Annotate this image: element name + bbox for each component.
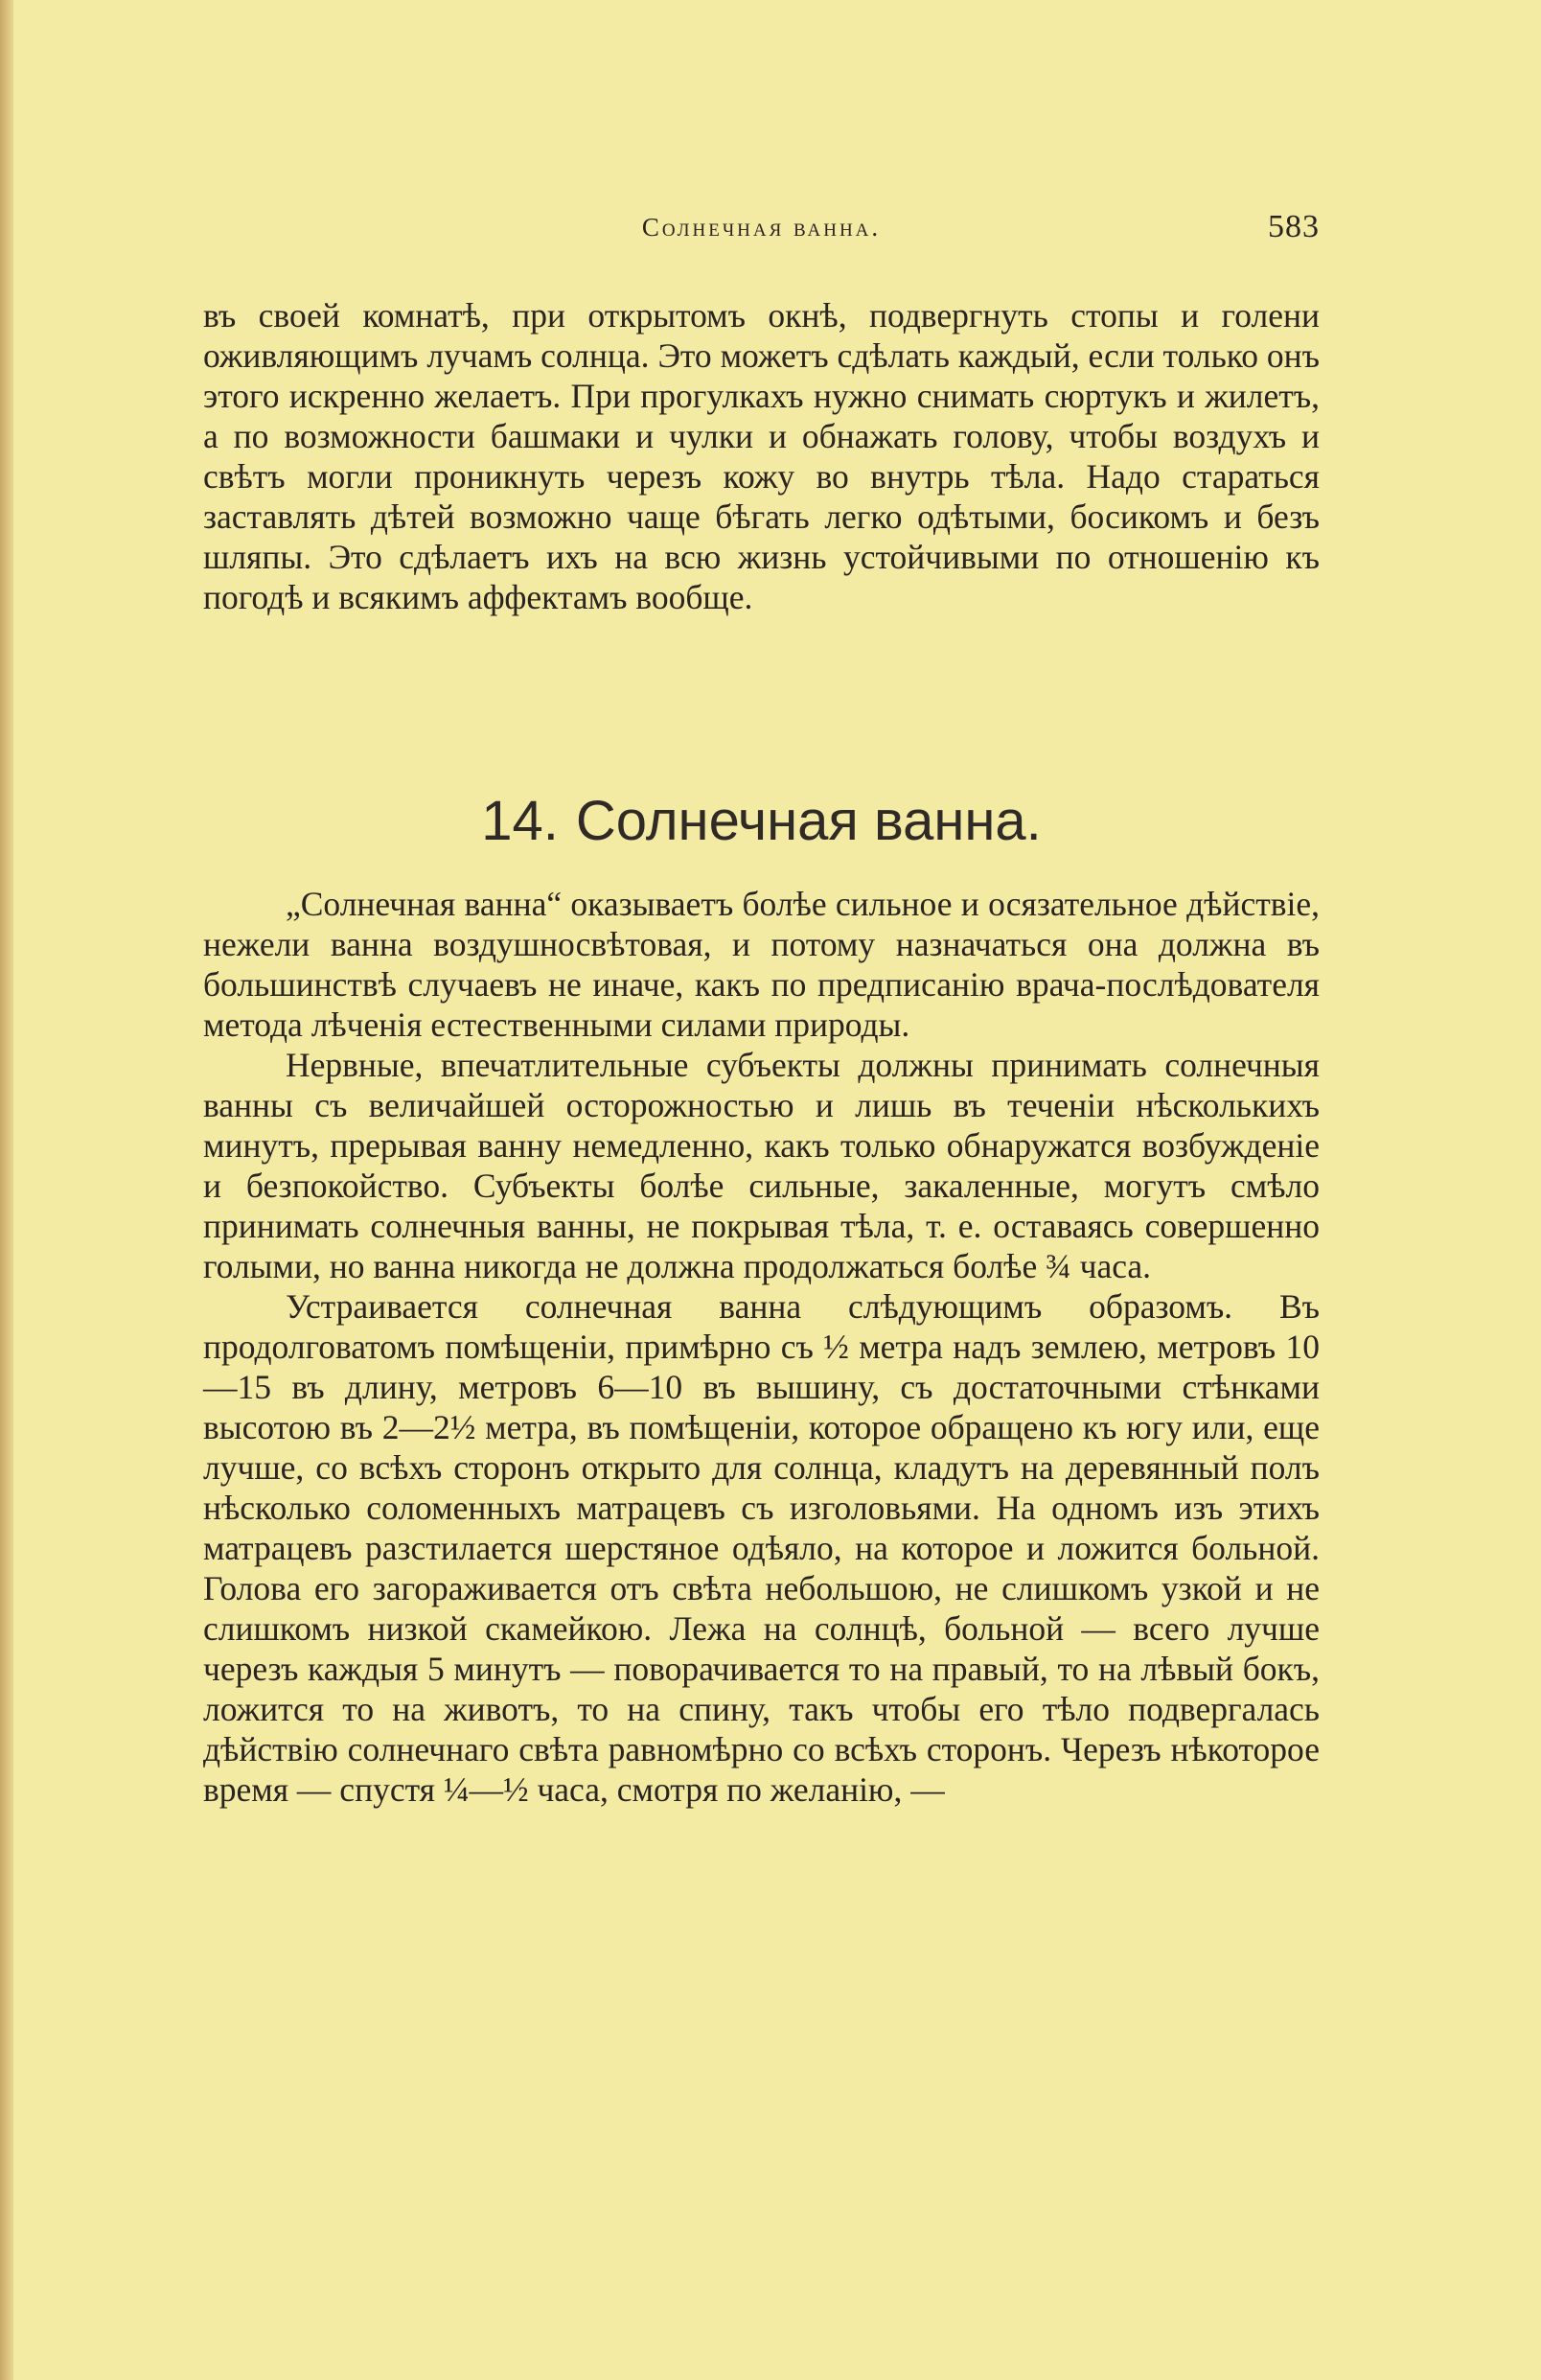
section-heading xyxy=(203,788,1320,855)
body-text-block xyxy=(203,884,1320,1810)
section-number: 14. xyxy=(481,790,559,852)
page-edge xyxy=(0,0,13,2380)
page-number: 583 xyxy=(1268,209,1320,244)
running-head xyxy=(203,209,1320,251)
continued-text-block xyxy=(203,295,1320,617)
paragraph: Нервные, впечатлительные субъекты должны принимать солнечныя ванны съ величайшей осторожностью и лишь въ теченіи нѣсколькихъ минутъ, прерывая ванну немедленно, какъ только обнаружатся возбужденіе и безпокойство. Субъекты болѣе сильные, закаленные, могутъ смѣло принимать солнечныя ванны, не покрывая тѣла, т. е. оставаясь совершенно голыми, но ванна никогда не должна продолжаться болѣе ¾ часа. xyxy=(203,1046,1320,1285)
section-title: Солнечная ванна. xyxy=(575,790,1042,852)
paragraph: „Солнечная ванна“ оказываетъ болѣе сильное и осязательное дѣйствіе, нежели ванна воздушносвѣтовая, и потому назначаться она должна въ большинствѣ случаевъ не иначе, какъ по предписанію врача-послѣдователя метода лѣченія естественными силами природы. xyxy=(203,885,1320,1044)
paragraph: Устраивается солнечная ванна слѣдующимъ образомъ. Въ продолговатомъ помѣщеніи, примѣрно съ ½ метра надъ землею, метровъ 10—15 въ длину, метровъ 6—10 въ вышину, съ достаточными стѣнками высотою въ 2—2½ метра, въ помѣщеніи, которое обращено къ югу или, еще лучше, со всѣхъ сторонъ открыто для солнца, кладутъ на деревянный полъ нѣсколько соломенныхъ матрацевъ съ изголовьями. На одномъ изъ этихъ матрацевъ разстилается шерстяное одѣяло, на которое и ложится больной. Голова его загораживается отъ свѣта небольшою, не слишкомъ узкой и не слишкомъ низкой скамейкою. Лежа на солнцѣ, больной — всего лучше черезъ каждыя 5 минутъ — поворачивается то на правый, то на лѣвый бокъ, ложится то на животъ, то на спину, такъ чтобы его тѣло подвергалась дѣйствію солнечнаго свѣта равномѣрно со всѣхъ сторонъ. Черезъ нѣкоторое время — спустя ¼—½ часа, смотря по желанію, — xyxy=(203,1287,1320,1809)
continued-paragraph: въ своей комнатѣ, при открытомъ окнѣ, подвергнуть стопы и голени оживляющимъ лучамъ солнца. Это можетъ сдѣлать каждый, если только онъ этого искренно желаетъ. При прогулкахъ нужно снимать сюртукъ и жилетъ, а по возможности башмаки и чулки и обнажать голову, чтобы воздухъ и свѣтъ могли проникнуть черезъ кожу во внутрь тѣла. Надо стараться заставлять дѣтей возможно чаще бѣгать легко одѣтыми, босикомъ и безъ шляпы. Это сдѣлаетъ ихъ на всю жизнь устойчивыми по отношенію къ погодѣ и всякимъ аффектамъ вообще. xyxy=(203,296,1320,616)
running-title: Солнечная ванна. xyxy=(641,213,882,242)
